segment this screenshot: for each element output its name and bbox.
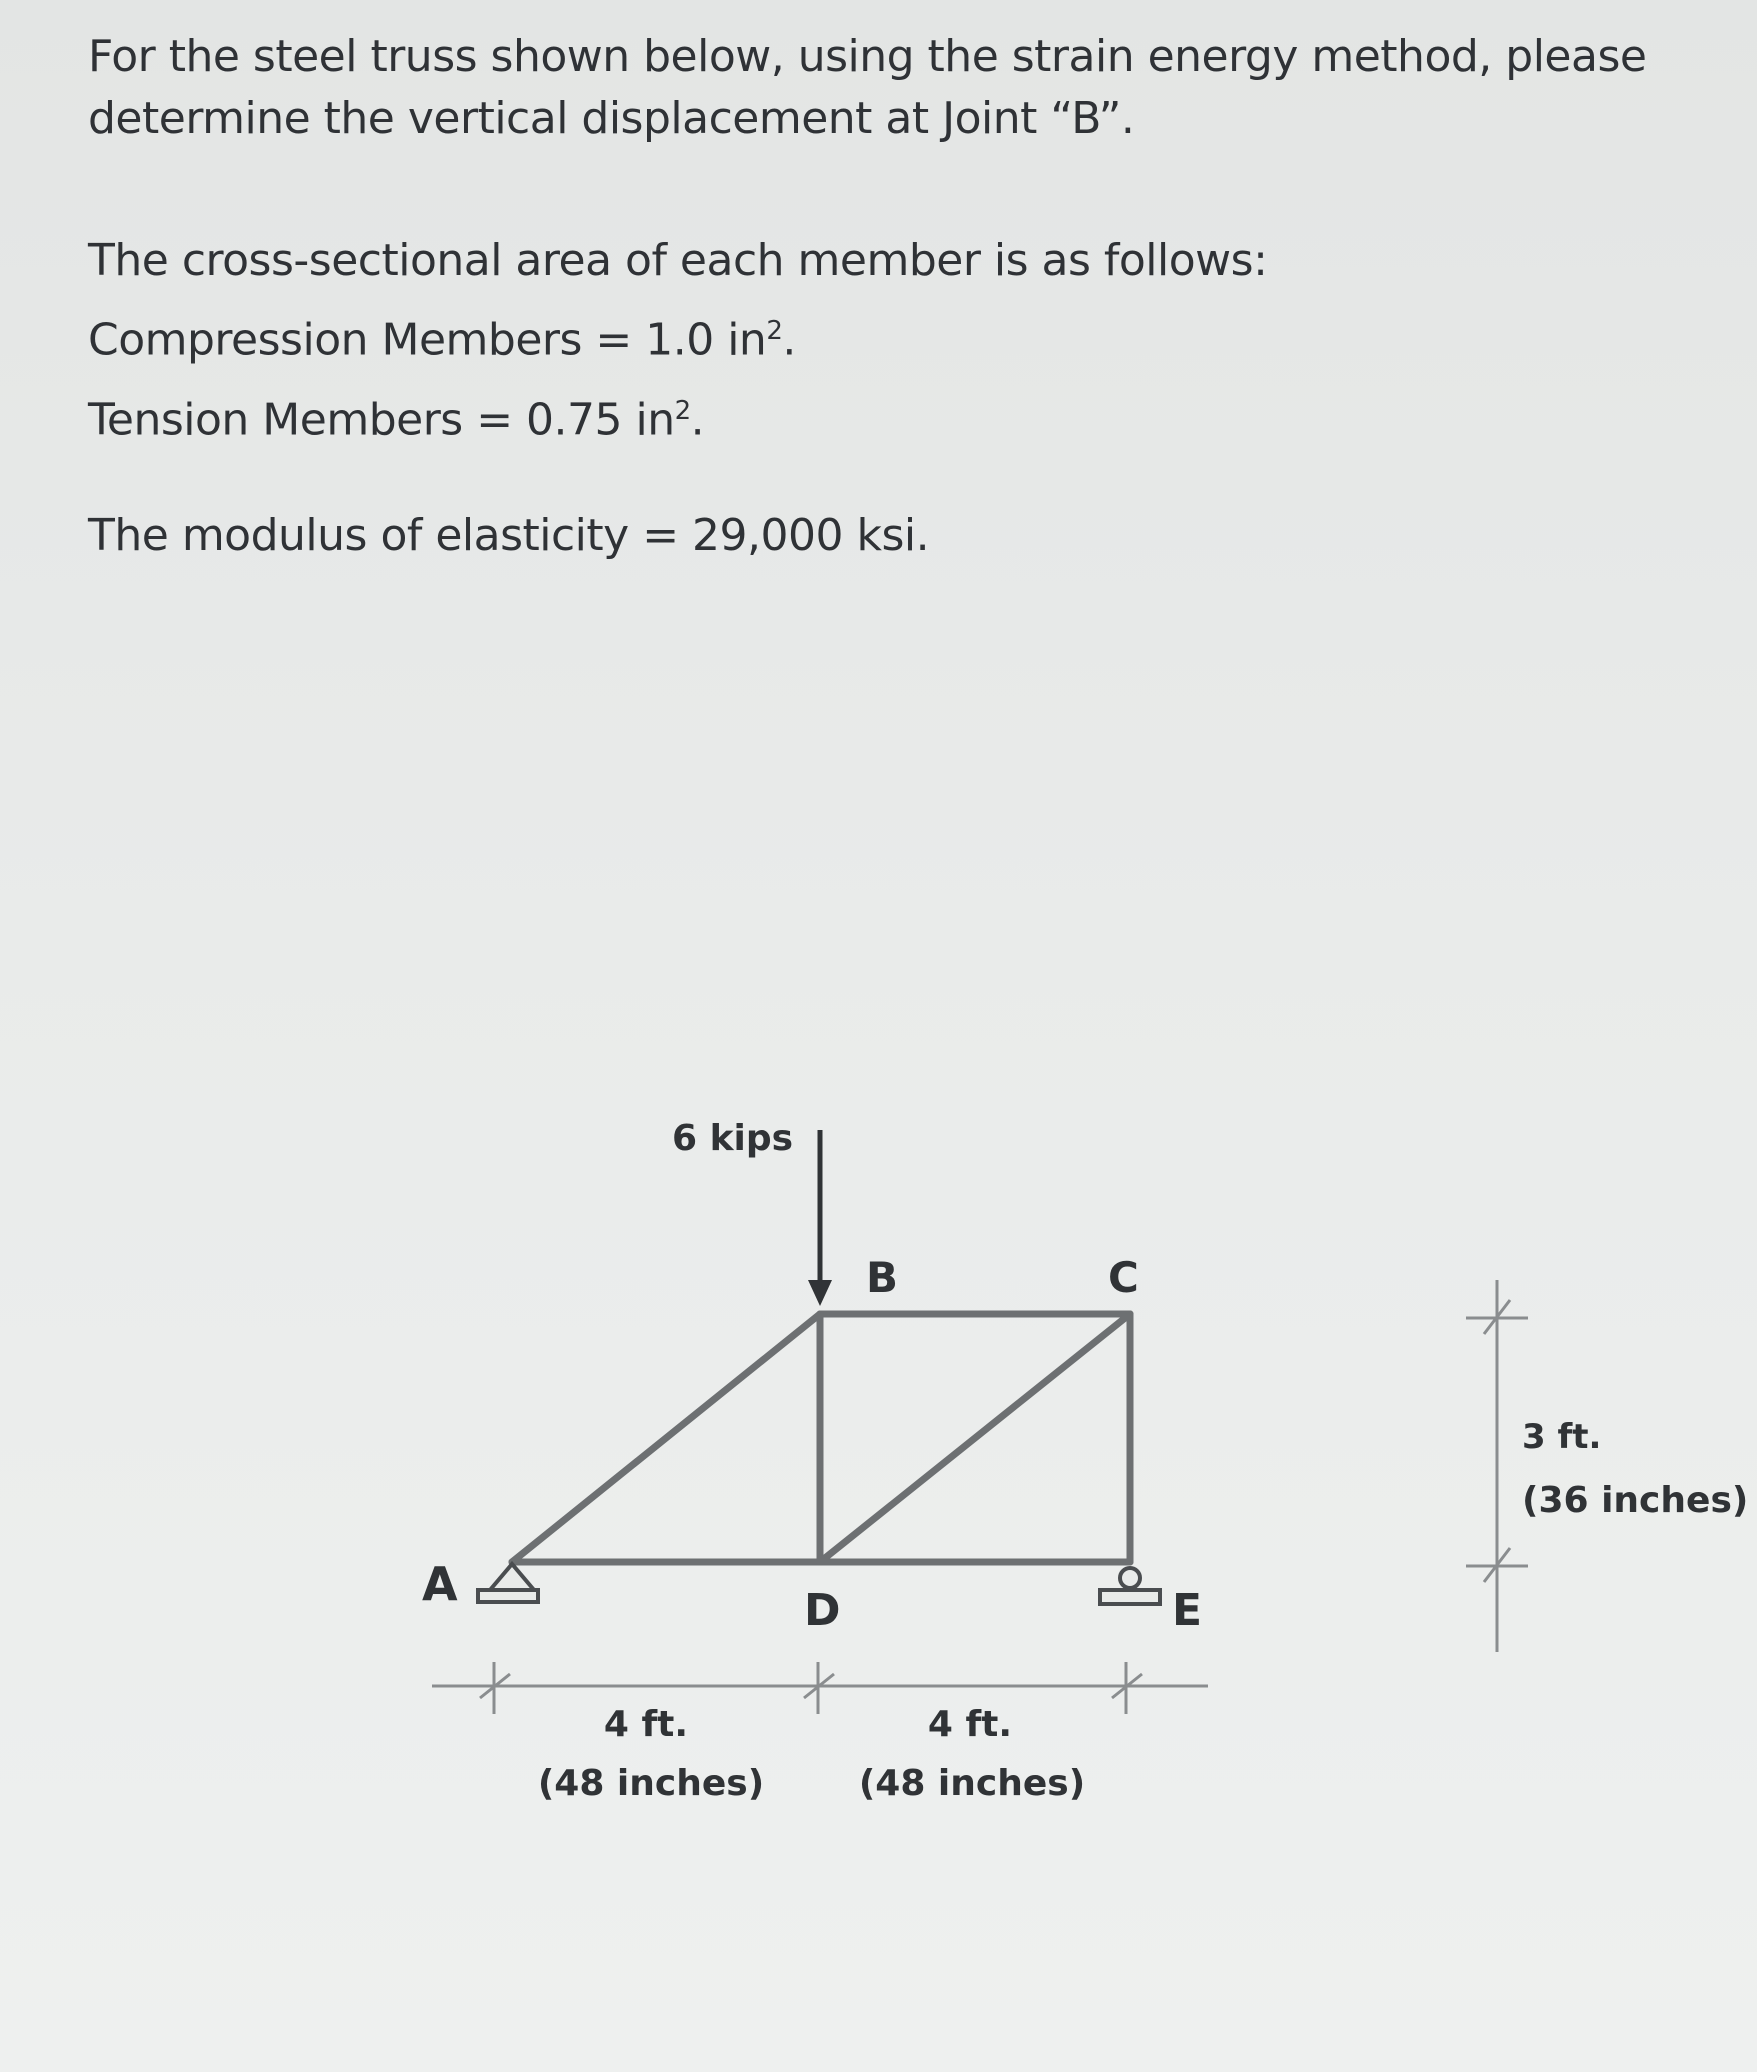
intro-line-2: determine the vertical displacement at Joint “B”. <box>88 93 1135 144</box>
joint-label-e: E <box>1172 1585 1203 1636</box>
compression-text: Compression Members = 1.0 in <box>88 314 767 366</box>
vertical-dimension <box>1466 1280 1528 1652</box>
horizontal-dimension <box>432 1662 1208 1714</box>
dim-right-ft: 4 ft. <box>927 1704 1013 1745</box>
load-label: 6 kips <box>672 1118 794 1159</box>
intro-line-1: For the steel truss shown below, using the strain energy method, please <box>88 31 1647 82</box>
compression-period: . <box>782 314 796 366</box>
load-arrow <box>808 1130 832 1306</box>
member-ab <box>512 1314 820 1562</box>
joint-label-a: A <box>422 1557 458 1611</box>
joint-label-d: D <box>804 1585 841 1636</box>
tension-text: Tension Members = 0.75 in <box>88 394 675 446</box>
dim-right-in: (48 inches) <box>858 1763 1086 1804</box>
roller-support-e <box>1100 1568 1160 1604</box>
joint-label-c: C <box>1108 1253 1139 1302</box>
joint-label-b: B <box>866 1253 899 1302</box>
modulus-text: The modulus of elasticity = 29,000 ksi. <box>88 510 930 561</box>
dim-left-in: (48 inches) <box>537 1763 765 1804</box>
dim-height-in: (36 inches) <box>1522 1480 1749 1521</box>
area-heading: The cross-sectional area of each member is as follows: <box>88 235 1268 286</box>
pin-support-a <box>478 1564 538 1602</box>
dim-left-ft: 4 ft. <box>603 1704 689 1745</box>
tension-period: . <box>690 394 705 446</box>
compression-exponent: 2 <box>766 316 783 346</box>
tension-exponent: 2 <box>674 395 691 426</box>
member-dc <box>820 1314 1130 1562</box>
dim-height-ft: 3 ft. <box>1522 1417 1602 1457</box>
